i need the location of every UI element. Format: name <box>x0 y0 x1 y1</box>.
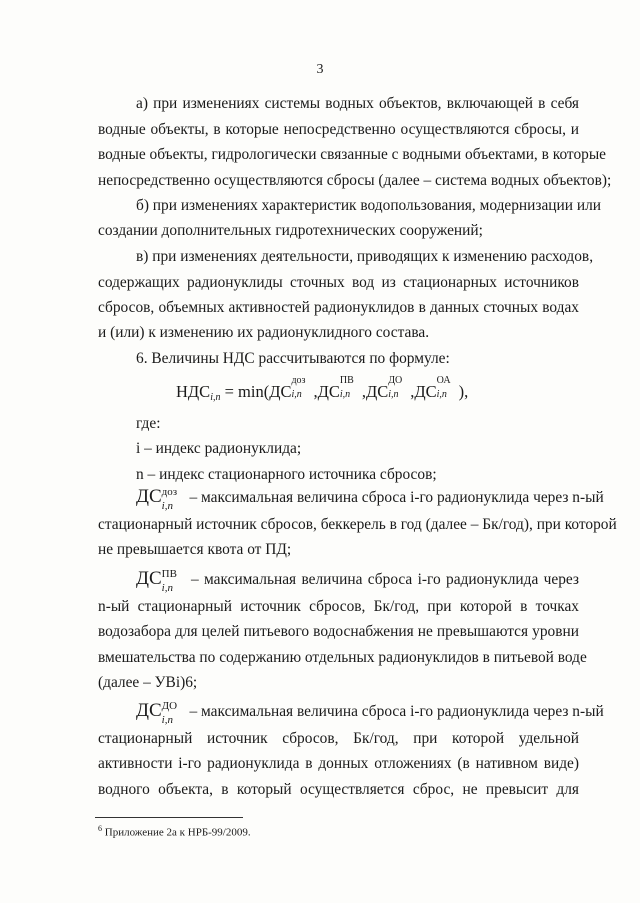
def-pv-line-2: n-ый стационарный источник сбросов, Бк/год, при которой в точках <box>98 598 579 615</box>
formula-sup-oa: ОА <box>436 375 451 386</box>
para-b-line-2: создании дополнительных гидротехнических сооружений; <box>98 222 483 239</box>
para-a-line-2: водные объекты, в которые непосредственно осуществляются сбросы, и <box>98 121 579 138</box>
def-doz-line-1 <box>136 484 604 512</box>
formula-eq: = min( <box>224 382 270 401</box>
formula-nds <box>176 375 469 403</box>
formula-sep-3: , <box>410 382 415 401</box>
para-v-line-2: содержащих радионуклиды сточных вод из стационарных источников <box>98 274 579 291</box>
def-do-index: i,n <box>161 714 173 726</box>
footnote-text: Приложение 2а к НРБ-99/2009. <box>102 826 251 839</box>
formula-sup-pv: ПВ <box>339 375 354 386</box>
formula-index-3: i,n <box>388 389 399 400</box>
def-doz-symbol: ДС <box>136 486 162 507</box>
para-a-line-3: водные объекты, гидрологически связанные с водными объектами, в которые <box>98 146 607 163</box>
def-do-symbol: ДС <box>136 700 162 721</box>
def-doz-first: – максимальная величина сброса i-го радионуклида через n-ый <box>189 489 604 506</box>
def-do-line-1 <box>136 698 604 726</box>
where-label: где: <box>136 415 161 432</box>
formula-index-1: i,n <box>291 389 302 400</box>
def-do-first: – максимальная величина сброса i-го радионуклида через n-ый <box>189 703 604 720</box>
def-pv-first: – максимальная величина сброса i-го радионуклида через <box>191 571 579 588</box>
def-do-line-3: активности i-го радионуклида в донных отложениях (в нативном виде) <box>98 755 579 772</box>
formula-ds-3: ДС <box>365 382 389 401</box>
def-n: n – индекс стационарного источника сбросов; <box>136 466 437 483</box>
formula-sep-1: , <box>313 382 318 401</box>
def-doz-index: i,n <box>161 500 173 512</box>
para-6: 6. Величины НДС рассчитываются по формуле: <box>136 350 450 367</box>
page-number: 3 <box>316 62 324 77</box>
formula-sup-do: ДО <box>388 375 403 386</box>
def-pv-sup: ПВ <box>161 568 177 580</box>
formula-sep-2: , <box>361 382 366 401</box>
para-a-line-1: а) при изменениях системы водных объектов, включающей в себя <box>136 95 579 112</box>
formula-sup-doz: доз <box>291 375 306 386</box>
footnote <box>98 824 251 839</box>
formula-ds-1: ДС <box>269 382 292 401</box>
def-doz-sup: доз <box>161 486 178 498</box>
def-pv-line-5: (далее – УВi)6; <box>98 674 198 691</box>
def-doz-line-2: стационарный источник сбросов, беккерель в год (далее – Бк/год), при которой <box>98 516 617 533</box>
footnote-separator <box>95 817 243 818</box>
def-do-line-2: стационарный источник сбросов, Бк/год, при которой удельной <box>98 730 579 747</box>
def-pv-line-1 <box>136 566 579 593</box>
para-v-line-1: в) при изменениях деятельности, приводящих к изменению расходов, <box>136 248 594 265</box>
formula-lhs-index: i,n <box>210 392 221 403</box>
def-pv-line-4: вмешательства по содержанию отдельных радионуклидов в питьевой воде <box>98 649 587 666</box>
def-pv-index: i,n <box>161 582 173 594</box>
para-v-line-3: сбросов, объемных активностей радионуклидов в данных сточных водах <box>98 299 579 316</box>
formula-tail: ), <box>458 382 469 401</box>
def-pv-symbol: ДС <box>136 568 162 589</box>
footnote-mark: 6 <box>98 824 102 833</box>
def-do-line-4: водного объекта, в который осуществляется сброс, не превысит для <box>98 781 579 798</box>
formula-ds-4: ДС <box>414 382 437 401</box>
formula-index-4: i,n <box>436 389 447 400</box>
formula-lhs: НДС <box>176 382 211 401</box>
formula-ds-2: ДС <box>317 382 340 401</box>
para-v-line-4: и (или) к изменению их радионуклидного состава. <box>98 324 430 341</box>
def-i: i – индекс радионуклида; <box>136 440 302 457</box>
def-pv-line-3: водозабора для целей питьевого водоснабжения не превышаются уровни <box>98 623 579 640</box>
para-b-line-1: б) при изменениях характеристик водопользования, модернизации или <box>136 197 602 214</box>
def-doz-line-3: не превышается квота от ПД; <box>98 541 292 558</box>
formula-index-2: i,n <box>339 389 351 400</box>
para-a-line-4: непосредственно осуществляются сбросы (далее – система водных объектов); <box>98 172 612 189</box>
def-do-sup: ДО <box>161 700 178 712</box>
